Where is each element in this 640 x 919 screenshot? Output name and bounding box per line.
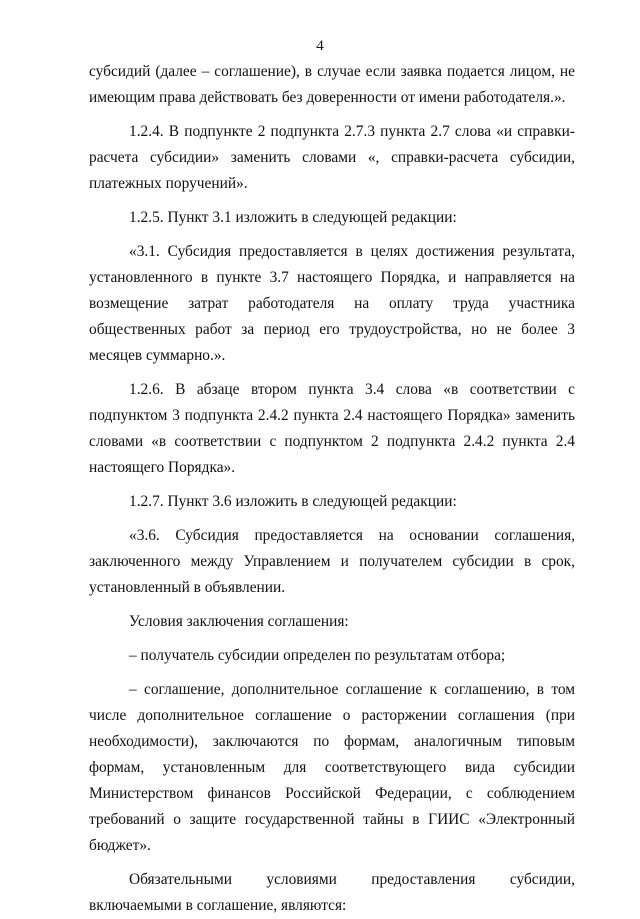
document-body	[89, 59, 575, 919]
page-number: 4	[316, 38, 324, 54]
paragraph-3-6-quote: «3.6. Субсидия предоставляется на основании соглашения, заключенного между Управлением и получателем субсидии в срок, установленный в объявлении.	[89, 527, 575, 596]
paragraph-1-2-4: 1.2.4. В подпункте 2 подпункта 2.7.3 пункта 2.7 слова «и справки-расчета субсидии» заменить словами «, справки-расчета субсидии, платежных поручений».	[89, 123, 575, 192]
paragraph-condition-1: – получатель субсидии определен по результатам отбора;	[129, 647, 506, 664]
paragraph-conditions-heading: Условия заключения соглашения:	[129, 613, 349, 630]
paragraph-1-2-5: 1.2.5. Пункт 3.1 изложить в следующей редакции:	[129, 209, 457, 226]
paragraph-mandatory-conditions: Обязательными условиями предоставления субсидии, включаемыми в соглашение, являются:	[89, 871, 575, 914]
paragraph-1: субсидий (далее – соглашение), в случае если заявка подается лицом, не имеющим права действовать без доверенности от имени работодателя.».	[89, 63, 575, 106]
paragraph-1-2-7: 1.2.7. Пункт 3.6 изложить в следующей редакции:	[129, 493, 457, 510]
paragraph-3-1-quote: «3.1. Субсидия предоставляется в целях достижения результата, установленного в пункте 3.7 настоящего Порядка, и направляется на возмещение затрат работодателя на оплату труда участника общественных работ за период его трудоустройства, но не более 3 месяцев суммарно.».	[89, 243, 575, 364]
paragraph-condition-2: – соглашение, дополнительное соглашение к соглашению, в том числе дополнительное соглашение о расторжении соглашения (при необходимости), заключаются по формам, аналогичным типовым формам, установленным для соответствующего вида субсидии Министерством финансов Российской Федерации, с соблюдением требований о защите государственной тайны в ГИИС «Электронный бюджет».	[89, 681, 575, 854]
paragraph-1-2-6: 1.2.6. В абзаце втором пункта 3.4 слова «в соответствии с подпунктом 3 подпункта 2.4.2 пункта 2.4 настоящего Порядка» заменить словами «в соответствии с подпунктом 2 подпункта 2.4.2 пункта 2.4 настоящего Порядка».	[89, 381, 575, 476]
